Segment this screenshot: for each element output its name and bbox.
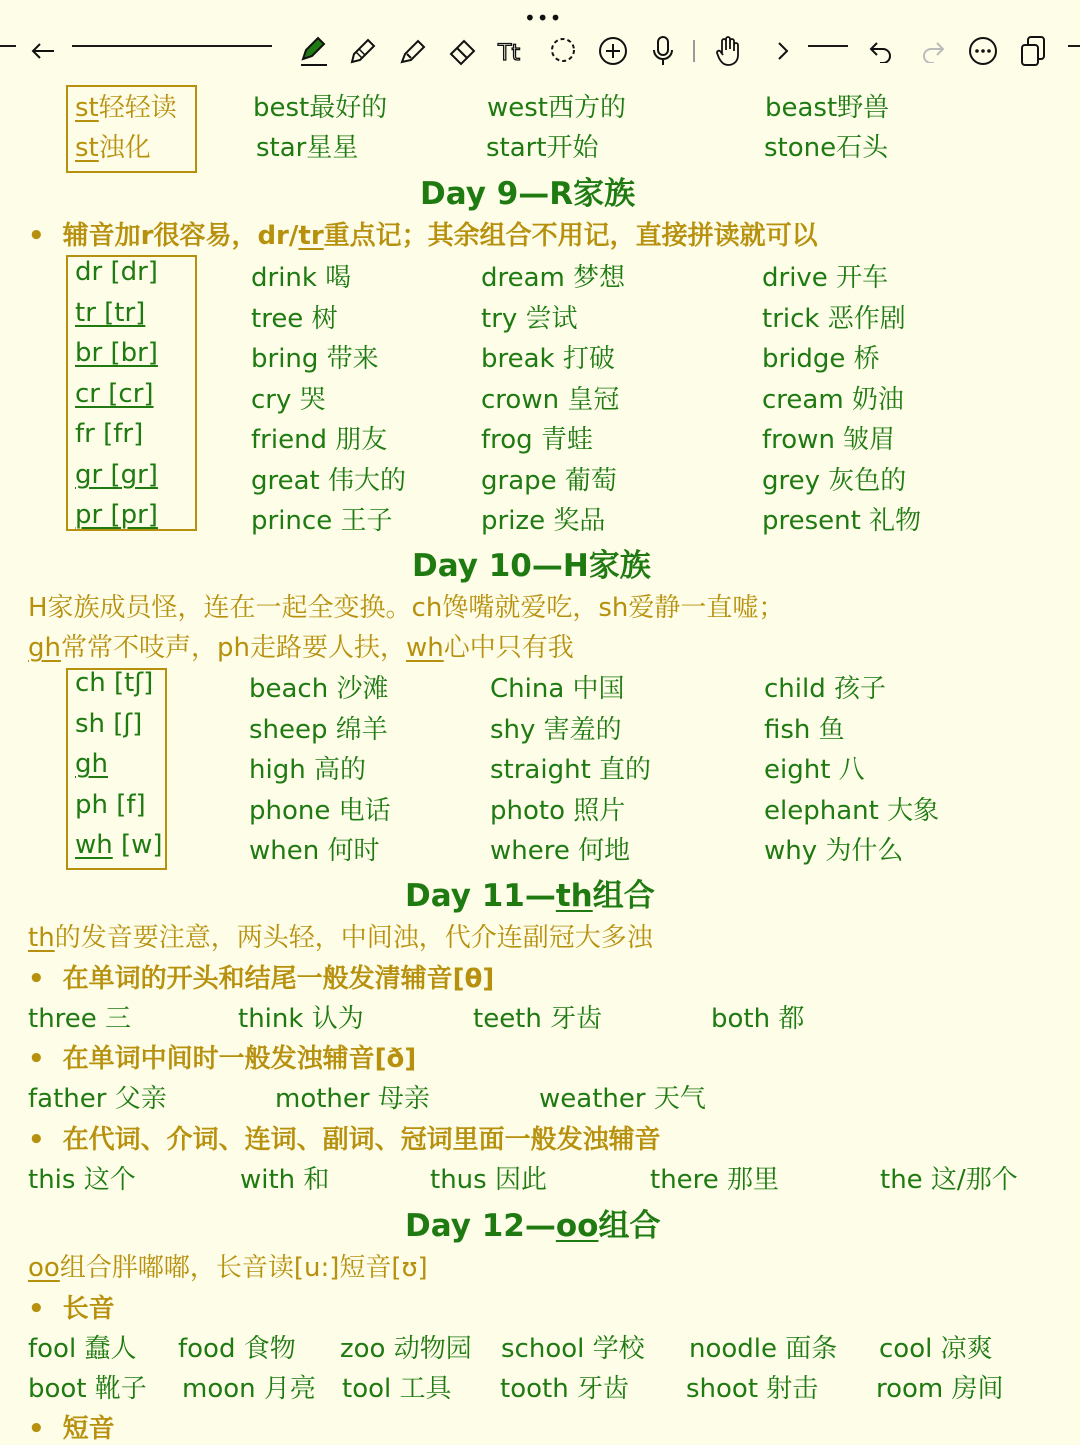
chevron-right-icon[interactable]: [766, 34, 800, 68]
microphone-icon[interactable]: [646, 34, 680, 68]
word-item: tree 树: [251, 303, 338, 334]
redo-icon[interactable]: [916, 34, 950, 68]
word-item: when 何时: [249, 836, 380, 866]
undo-icon[interactable]: [864, 34, 898, 68]
word-item: where 何地: [490, 836, 631, 866]
eraser-icon[interactable]: [446, 34, 480, 68]
word-item: friend 朋友: [251, 425, 388, 455]
phonics-label: pr [pr]: [75, 500, 158, 530]
word-item: grey 灰色的: [762, 465, 907, 496]
highlighter-icon[interactable]: [396, 34, 430, 68]
word-item: teeth 牙齿: [473, 1004, 603, 1034]
divider: [72, 45, 272, 47]
divider: [693, 40, 695, 62]
word-item: high 高的: [249, 755, 366, 785]
toolbar: [0, 0, 1080, 82]
pages-icon[interactable]: [1016, 34, 1050, 68]
bullet-dot: •: [28, 221, 45, 251]
word-item: moon 月亮: [182, 1374, 316, 1404]
add-icon[interactable]: [596, 34, 630, 68]
bullet-dot: •: [28, 1044, 45, 1074]
phonics-label: dr [dr]: [75, 257, 158, 287]
word-item: China 中国: [490, 674, 625, 704]
bullet-point: • 短音: [28, 1414, 115, 1444]
rhyme-note: gh常常不吱声，ph走路要人扶，wh心中只有我: [28, 633, 574, 663]
word-item: think 认为: [238, 1004, 364, 1034]
back-arrow-icon[interactable]: [26, 34, 60, 68]
word-item: trick 恶作剧: [762, 303, 906, 334]
word-item: tooth 牙齿: [500, 1374, 629, 1404]
section-heading: Day 12—oo组合: [405, 1208, 661, 1244]
phonics-label: ch [tʃ]: [75, 668, 154, 698]
word-item: dream 梦想: [481, 263, 626, 293]
word-item: eight 八: [764, 755, 865, 785]
word-item: shoot 射击: [686, 1374, 819, 1404]
bullet-point: • 辅音加r很容易，dr/tr重点记；其余组合不用记，直接拼读就可以: [28, 221, 818, 251]
bullet-dot: •: [28, 1125, 45, 1155]
word-item: zoo 动物园: [340, 1334, 472, 1364]
word-item: great 伟大的: [251, 465, 407, 496]
phonics-label: st浊化: [75, 133, 151, 163]
word-item: break 打破: [481, 344, 615, 374]
word-item: star星星: [256, 133, 359, 163]
phonics-label: gh: [75, 749, 108, 779]
word-item: both 都: [711, 1004, 805, 1034]
word-item: school 学校: [501, 1334, 645, 1364]
hand-icon[interactable]: [712, 34, 746, 68]
word-item: frog 青蛙: [481, 425, 593, 455]
svg-text:Tt: Tt: [498, 41, 521, 66]
bullet-point: • 在单词的开头和结尾一般发清辅音[θ]: [28, 964, 495, 994]
phonics-label: ph [f]: [75, 789, 146, 820]
rhyme-note: H家族成员怪，连在一起全变换。ch馋嘴就爱吃，sh爱静一直嘘；: [28, 593, 785, 623]
menu-dots[interactable]: •••: [524, 6, 563, 30]
word-item: drink 喝: [251, 263, 352, 293]
pen-icon[interactable]: [296, 34, 330, 68]
word-item: father 父亲: [28, 1084, 167, 1114]
word-item: frown 皱眉: [762, 425, 896, 455]
bullet-point: • 长音: [28, 1294, 115, 1324]
word-item: elephant 大象: [764, 795, 940, 826]
word-item: phone 电话: [249, 795, 391, 826]
word-item: boot 靴子: [28, 1374, 147, 1404]
word-item: tool 工具: [342, 1374, 452, 1404]
phonics-label: cr [cr]: [75, 378, 154, 409]
divider: [0, 45, 16, 47]
rhyme-note: oo组合胖嘟嘟，长音读[u:]短音[ʊ]: [28, 1253, 428, 1283]
word-item: drive 开车: [762, 263, 889, 293]
word-item: prize 奖品: [481, 506, 606, 536]
word-item: child 孩子: [764, 674, 886, 704]
word-item: try 尝试: [481, 303, 578, 334]
divider: [1068, 45, 1080, 47]
word-item: the 这/那个: [880, 1165, 1018, 1195]
phonics-label: tr [tr]: [75, 297, 146, 328]
word-item: fish 鱼: [764, 714, 845, 745]
word-item: bridge 桥: [762, 344, 880, 374]
word-item: this 这个: [28, 1165, 136, 1195]
word-item: mother 母亲: [275, 1084, 430, 1114]
word-item: present 礼物: [762, 506, 922, 536]
word-item: cream 奶油: [762, 384, 904, 415]
word-item: with 和: [240, 1165, 330, 1195]
text-tool-icon[interactable]: [496, 34, 530, 68]
word-item: noodle 面条: [689, 1334, 838, 1364]
word-item: shy 害羞的: [490, 714, 622, 745]
word-item: start开始: [486, 133, 599, 163]
word-item: grape 葡萄: [481, 465, 617, 496]
section-heading: Day 9—R家族: [420, 176, 636, 212]
word-item: straight 直的: [490, 755, 652, 785]
bullet-dot: •: [28, 964, 45, 994]
more-icon[interactable]: [966, 34, 1000, 68]
word-item: prince 王子: [251, 506, 393, 536]
bullet-point: • 在单词中间时一般发浊辅音[ð]: [28, 1044, 417, 1074]
phonics-label: fr [fr]: [75, 419, 144, 449]
word-item: room 房间: [876, 1374, 1004, 1404]
word-item: sheep 绵羊: [249, 714, 388, 745]
phonics-label: sh [ʃ]: [75, 708, 143, 739]
bullet-dot: •: [28, 1294, 45, 1324]
section-heading: Day 10—H家族: [412, 548, 651, 584]
word-item: cry 哭: [251, 384, 326, 415]
word-item: fool 蠢人: [28, 1334, 137, 1364]
word-item: why 为什么: [764, 836, 904, 866]
lasso-icon[interactable]: [546, 34, 580, 68]
word-item: weather 天气: [539, 1084, 706, 1114]
phonics-label: br [br]: [75, 338, 158, 368]
rhyme-note: th的发音要注意，两头轻，中间浊，代介连副冠大多浊: [28, 923, 653, 953]
word-item: stone石头: [764, 133, 889, 163]
phonics-label: wh [w]: [75, 830, 163, 860]
phonics-label: gr [gr]: [75, 459, 158, 490]
word-item: three 三: [28, 1004, 132, 1034]
word-item: best最好的: [253, 93, 388, 123]
phonics-label: st轻轻读: [75, 93, 177, 123]
section-heading: Day 11—th组合: [405, 878, 655, 914]
word-item: there 那里: [650, 1165, 780, 1195]
divider: [808, 45, 848, 47]
word-item: food 食物: [178, 1334, 296, 1364]
word-item: beast野兽: [765, 93, 890, 123]
word-item: cool 凉爽: [879, 1334, 993, 1364]
word-item: thus 因此: [430, 1165, 547, 1195]
word-item: beach 沙滩: [249, 674, 389, 704]
pencil-icon[interactable]: [346, 34, 380, 68]
word-item: crown 皇冠: [481, 384, 620, 415]
bullet-point: • 在代词、介词、连词、副词、冠词里面一般发浊辅音: [28, 1125, 661, 1155]
word-item: photo 照片: [490, 795, 626, 826]
word-item: west西方的: [487, 93, 627, 123]
bullet-dot: •: [28, 1414, 45, 1444]
word-item: bring 带来: [251, 344, 379, 374]
